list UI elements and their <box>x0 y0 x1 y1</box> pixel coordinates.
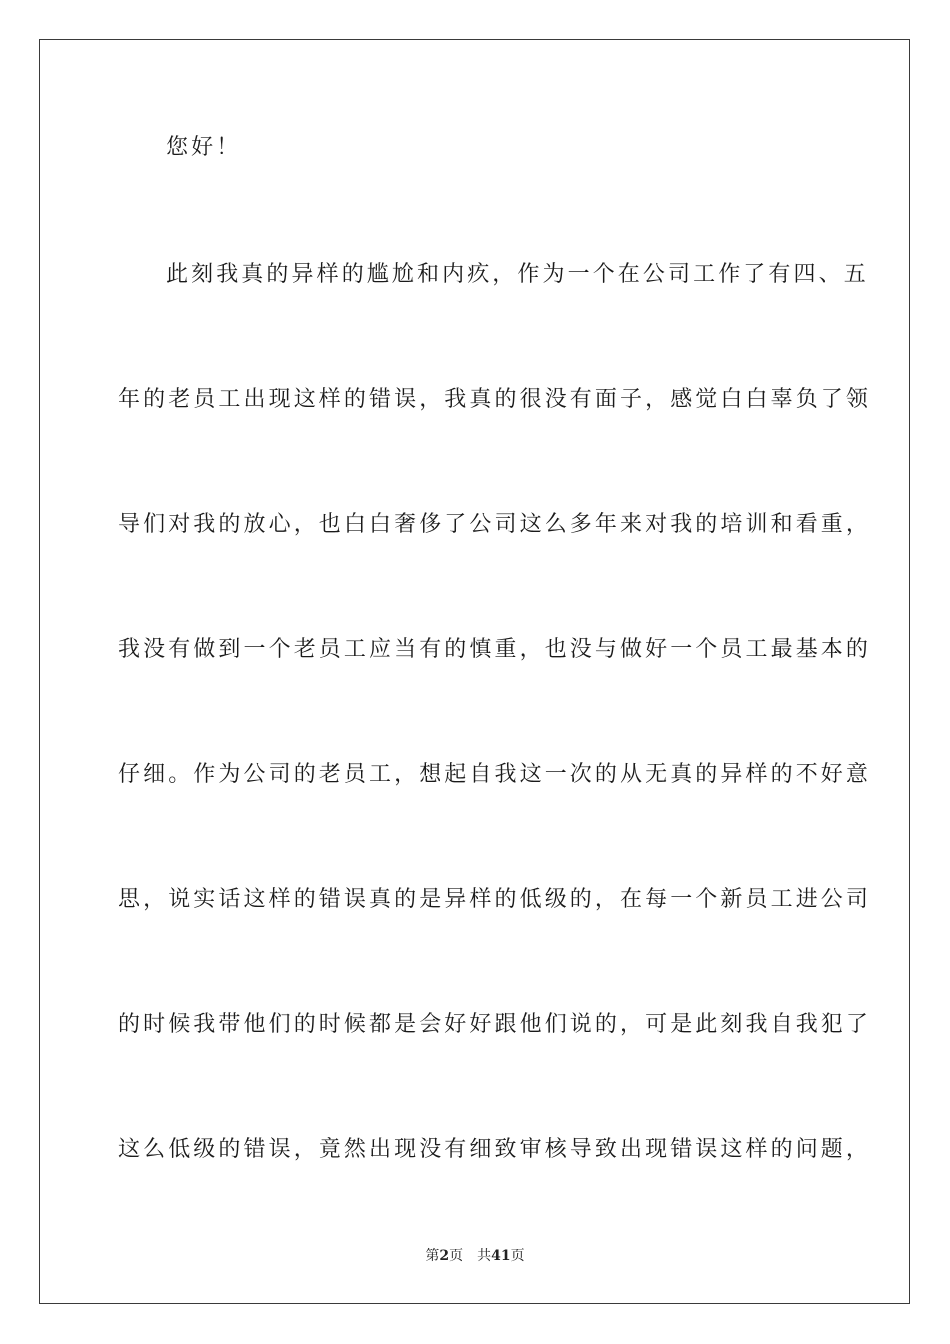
greeting: 您好！ <box>166 135 242 160</box>
total-label-suffix: 页 <box>510 1248 525 1264</box>
page-footer <box>0 1247 950 1265</box>
page-number: 2 <box>439 1248 450 1264</box>
paragraph-line: 思，说实话这样的错误真的是异样的低级的，在每一个新员工进公司 <box>118 887 872 912</box>
page-label-suffix: 页 <box>449 1248 464 1264</box>
paragraph-line: 导们对我的放心，也白白奢侈了公司这么多年来对我的培训和看重， <box>118 512 872 537</box>
paragraph-line: 年的老员工出现这样的错误，我真的很没有面子，感觉白白辜负了领 <box>118 387 872 412</box>
page-border <box>39 39 910 1304</box>
paragraph-line: 我没有做到一个老员工应当有的慎重，也没与做好一个员工最基本的 <box>118 637 872 662</box>
paragraph-line: 此刻我真的异样的尴尬和内疚，作为一个在公司工作了有四、五 <box>166 262 869 287</box>
page-label-prefix: 第 <box>425 1248 440 1264</box>
total-pages: 41 <box>491 1248 511 1264</box>
total-label-prefix: 共 <box>477 1248 492 1264</box>
paragraph-line: 的时候我带他们的时候都是会好好跟他们说的，可是此刻我自我犯了 <box>118 1012 872 1037</box>
paragraph-line: 这么低级的错误，竟然出现没有细致审核导致出现错误这样的问题， <box>118 1137 872 1162</box>
paragraph-line: 仔细。作为公司的老员工，想起自我这一次的从无真的异样的不好意 <box>118 762 872 787</box>
